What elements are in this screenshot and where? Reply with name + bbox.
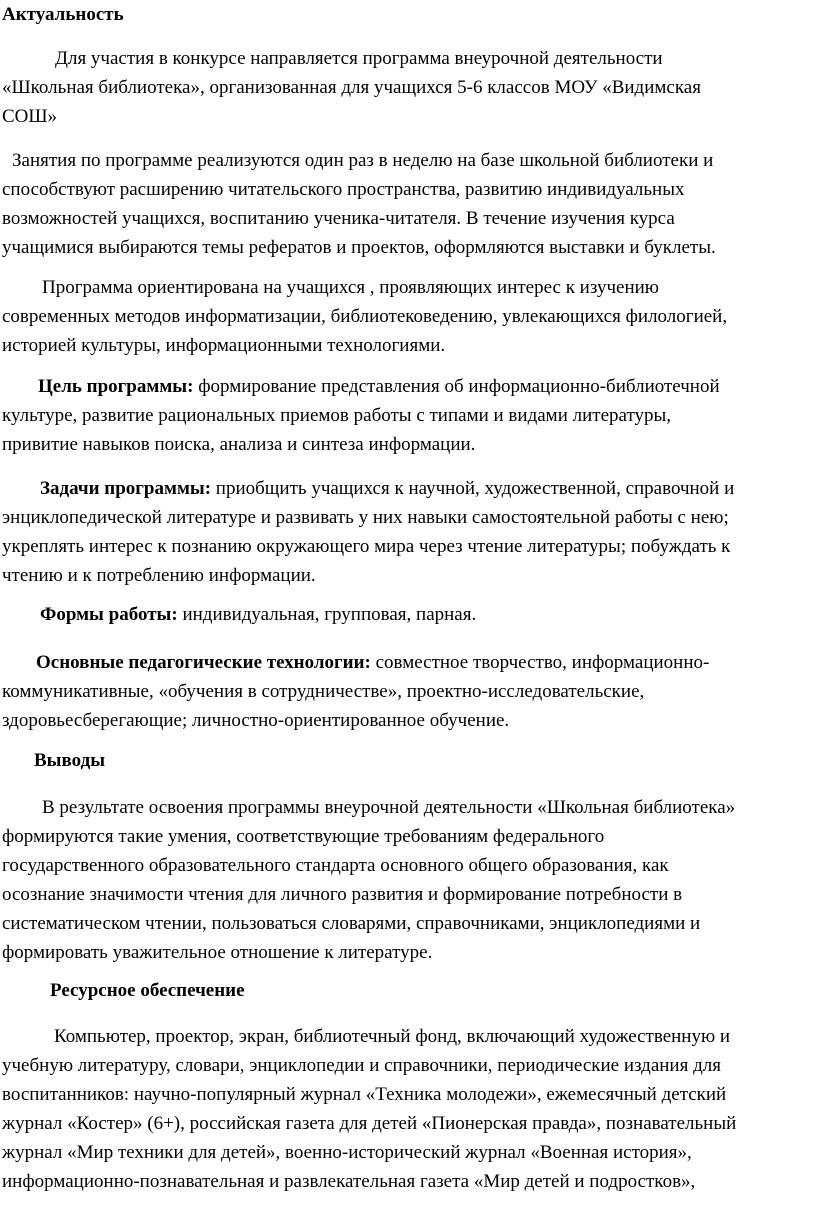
paragraph-line: привитие навыков поиска, анализа и синтеза информации. (2, 434, 476, 455)
paragraph-line: здоровьесберегающие; личностно-ориентированное обучение. (2, 710, 510, 731)
paragraph-forms (2, 600, 814, 629)
paragraph-conclusions (2, 793, 814, 967)
paragraph-line: осознание значимости чтения для личного развития и формирование потребности в (2, 884, 683, 905)
forms-text: индивидуальная, групповая, парная. (177, 604, 477, 625)
paragraph-line: СОШ» (2, 106, 58, 127)
paragraph-line (2, 372, 814, 401)
paragraph-line: коммуникативные, «обучения в сотрудничестве», проектно-исследовательские, (2, 681, 645, 702)
paragraph-technologies (2, 648, 814, 735)
paragraph-participation (2, 44, 814, 131)
paragraph-line: укреплять интерес к познанию окружающего мира через чтение литературы; побуждать к (2, 536, 731, 557)
paragraph-line: журнал «Костер» (6+), российская газета для детей «Пионерская правда», познавательный (2, 1113, 737, 1134)
paragraph-line: государственного образовательного стандарта основного общего образования, как (2, 855, 669, 876)
paragraph-line: «Школьная библиотека», организованная для учащихся 5-6 классов МОУ «Видимская (2, 77, 701, 98)
paragraph-line: систематическом чтении, пользоваться словарями, справочниками, энциклопедиями и (2, 913, 701, 934)
heading-text: Актуальность (2, 4, 124, 25)
paragraph-line: учебную литературу, словари, энциклопедии и справочники, периодические издания для (2, 1055, 721, 1076)
tech-text: совместное творчество, информационно- (370, 652, 710, 673)
paragraph-line: В результате освоения программы внеурочной деятельности «Школьная библиотека» (42, 797, 736, 818)
tasks-label: Задачи программы: (40, 478, 212, 499)
paragraph-line: формировать уважительное отношение к литературе. (2, 942, 433, 963)
paragraph-line: воспитанников: научно-популярный журнал «Техника молодежи», ежемесячный детский (2, 1084, 727, 1105)
paragraph-line: учащимися выбираются темы рефератов и проектов, оформляются выставки и буклеты. (2, 237, 716, 258)
paragraph-line: информационно-познавательная и развлекательная газета «Мир детей и подростков», (2, 1171, 696, 1192)
tech-label: Основные педагогические технологии: (36, 652, 371, 673)
paragraph-classes (2, 146, 814, 262)
forms-label: Формы работы: (40, 604, 178, 625)
paragraph-resources (2, 1022, 814, 1196)
paragraph-line: Программа ориентирована на учащихся , проявляющих интерес к изучению (42, 277, 659, 298)
paragraph-line: чтению и к потреблению информации. (2, 565, 316, 586)
goal-text: формирование представления об информационно-библиотечной (193, 376, 720, 397)
heading-conclusions (2, 746, 814, 775)
paragraph-line: формируются такие умения, соответствующие требованиям федерального (2, 826, 605, 847)
heading-resources (2, 976, 814, 1005)
paragraph-line: историей культуры, информационными технологиями. (2, 335, 446, 356)
paragraph-line: современных методов информатизации, библиотековедению, увлекающихся филологией, (2, 306, 728, 327)
paragraph-line: Занятия по программе реализуются один раз в неделю на базе школьной библиотеки и (12, 150, 714, 171)
paragraph-tasks (2, 474, 814, 590)
paragraph-line: возможностей учащихся, воспитанию ученика-читателя. В течение изучения курса (2, 208, 675, 229)
paragraph-line (2, 648, 814, 677)
paragraph-line (2, 600, 814, 629)
paragraph-line: Для участия в конкурсе направляется программа внеурочной деятельности (55, 48, 663, 69)
heading-text: Ресурсное обеспечение (50, 980, 245, 1001)
tasks-text: приобщить учащихся к научной, художественной, справочной и (211, 478, 735, 499)
paragraph-goal (2, 372, 814, 459)
heading-aktualnost (2, 0, 814, 29)
paragraph-line: способствуют расширению читательского пространства, развитию индивидуальных (2, 179, 685, 200)
goal-label: Цель программы: (38, 376, 194, 397)
paragraph-line: Компьютер, проектор, экран, библиотечный фонд, включающий художественную и (54, 1026, 731, 1047)
heading-text: Выводы (34, 750, 106, 771)
paragraph-line: энциклопедической литературе и развивать у них навыки самостоятельной работы с нею; (2, 507, 729, 528)
paragraph-orientation (2, 273, 814, 360)
paragraph-line: журнал «Мир техники для детей», военно-исторический журнал «Военная история», (2, 1142, 692, 1163)
paragraph-line (2, 474, 814, 503)
paragraph-line: культуре, развитие рациональных приемов работы с типами и видами литературы, (2, 405, 672, 426)
